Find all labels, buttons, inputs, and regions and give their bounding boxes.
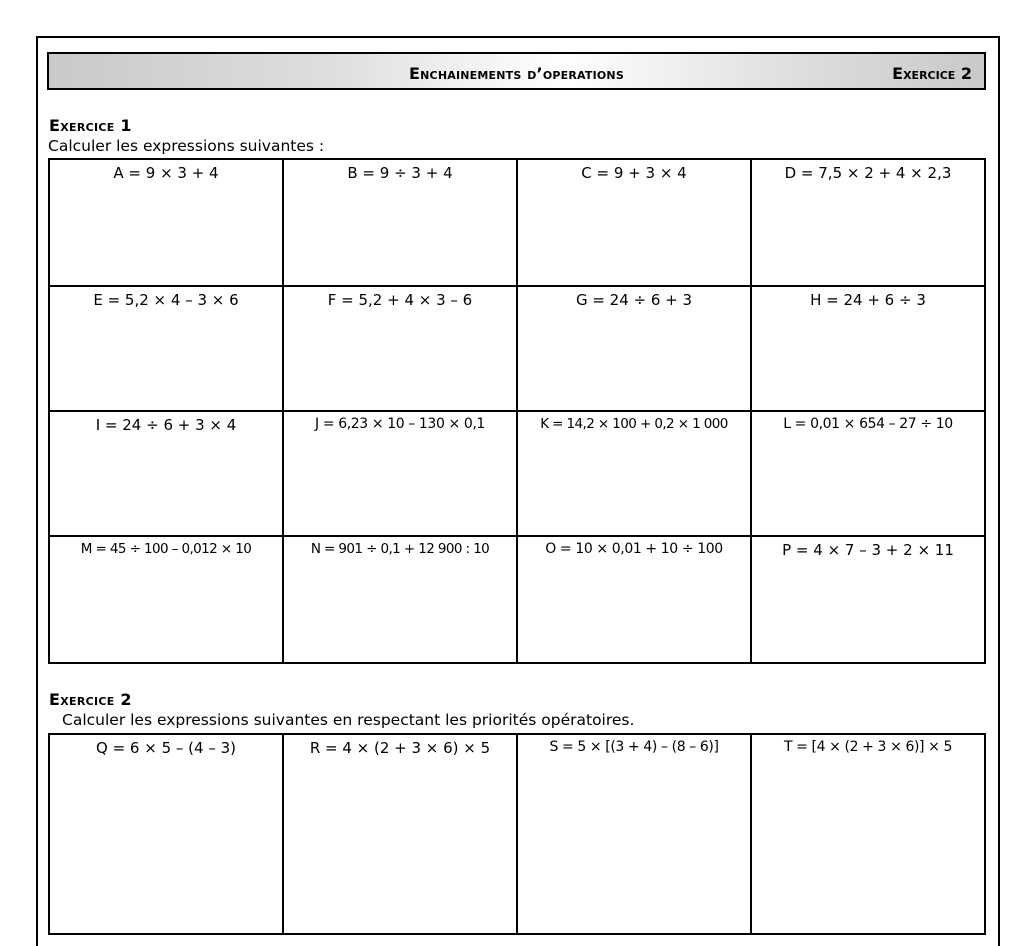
- expression-cell[interactable]: B = 9 ÷ 3 + 4: [283, 159, 517, 286]
- expression-cell[interactable]: R = 4 × (2 + 3 × 6) × 5: [283, 734, 517, 934]
- expression-cell[interactable]: K = 14,2 × 100 + 0,2 × 1 000: [517, 411, 751, 536]
- expression-cell[interactable]: F = 5,2 + 4 × 3 – 6: [283, 286, 517, 411]
- expression-cell[interactable]: L = 0,01 × 654 – 27 ÷ 10: [751, 411, 985, 536]
- expression-cell[interactable]: N = 901 ÷ 0,1 + 12 900 : 10: [283, 536, 517, 663]
- table-row: [49, 411, 985, 536]
- expression-cell[interactable]: A = 9 × 3 + 4: [49, 159, 283, 286]
- exercise2-grid: [48, 733, 986, 935]
- expression-cell[interactable]: I = 24 ÷ 6 + 3 × 4: [49, 411, 283, 536]
- table-row: [49, 734, 985, 934]
- expression-cell[interactable]: T = [4 × (2 + 3 × 6)] × 5: [751, 734, 985, 934]
- expression-cell[interactable]: H = 24 + 6 ÷ 3: [751, 286, 985, 411]
- expression-cell[interactable]: J = 6,23 × 10 – 130 × 0,1: [283, 411, 517, 536]
- expression-cell[interactable]: S = 5 × [(3 + 4) – (8 – 6)]: [517, 734, 751, 934]
- header-banner: [47, 52, 986, 90]
- expression-cell[interactable]: G = 24 ÷ 6 + 3: [517, 286, 751, 411]
- expression-cell[interactable]: C = 9 + 3 × 4: [517, 159, 751, 286]
- expression-cell[interactable]: O = 10 × 0,01 + 10 ÷ 100: [517, 536, 751, 663]
- exercise1-instruction: Calculer les expressions suivantes :: [48, 137, 325, 155]
- page-title: Enchainements d’operations: [409, 64, 624, 83]
- exercise1-heading: Exercice 1: [49, 116, 132, 135]
- table-row: [49, 159, 985, 286]
- expression-cell[interactable]: P = 4 × 7 – 3 + 2 × 11: [751, 536, 985, 663]
- table-row: [49, 286, 985, 411]
- expression-cell[interactable]: M = 45 ÷ 100 – 0,012 × 10: [49, 536, 283, 663]
- exercise2-heading: Exercice 2: [49, 690, 132, 709]
- expression-cell[interactable]: Q = 6 × 5 – (4 – 3): [49, 734, 283, 934]
- exercise2-instruction: Calculer les expressions suivantes en respectant les priorités opératoires.: [62, 711, 635, 729]
- exercise1-grid: [48, 158, 986, 664]
- expression-cell[interactable]: D = 7,5 × 2 + 4 × 2,3: [751, 159, 985, 286]
- exercise-number: Exercice 2: [892, 64, 972, 83]
- table-row: [49, 536, 985, 663]
- expression-cell[interactable]: E = 5,2 × 4 – 3 × 6: [49, 286, 283, 411]
